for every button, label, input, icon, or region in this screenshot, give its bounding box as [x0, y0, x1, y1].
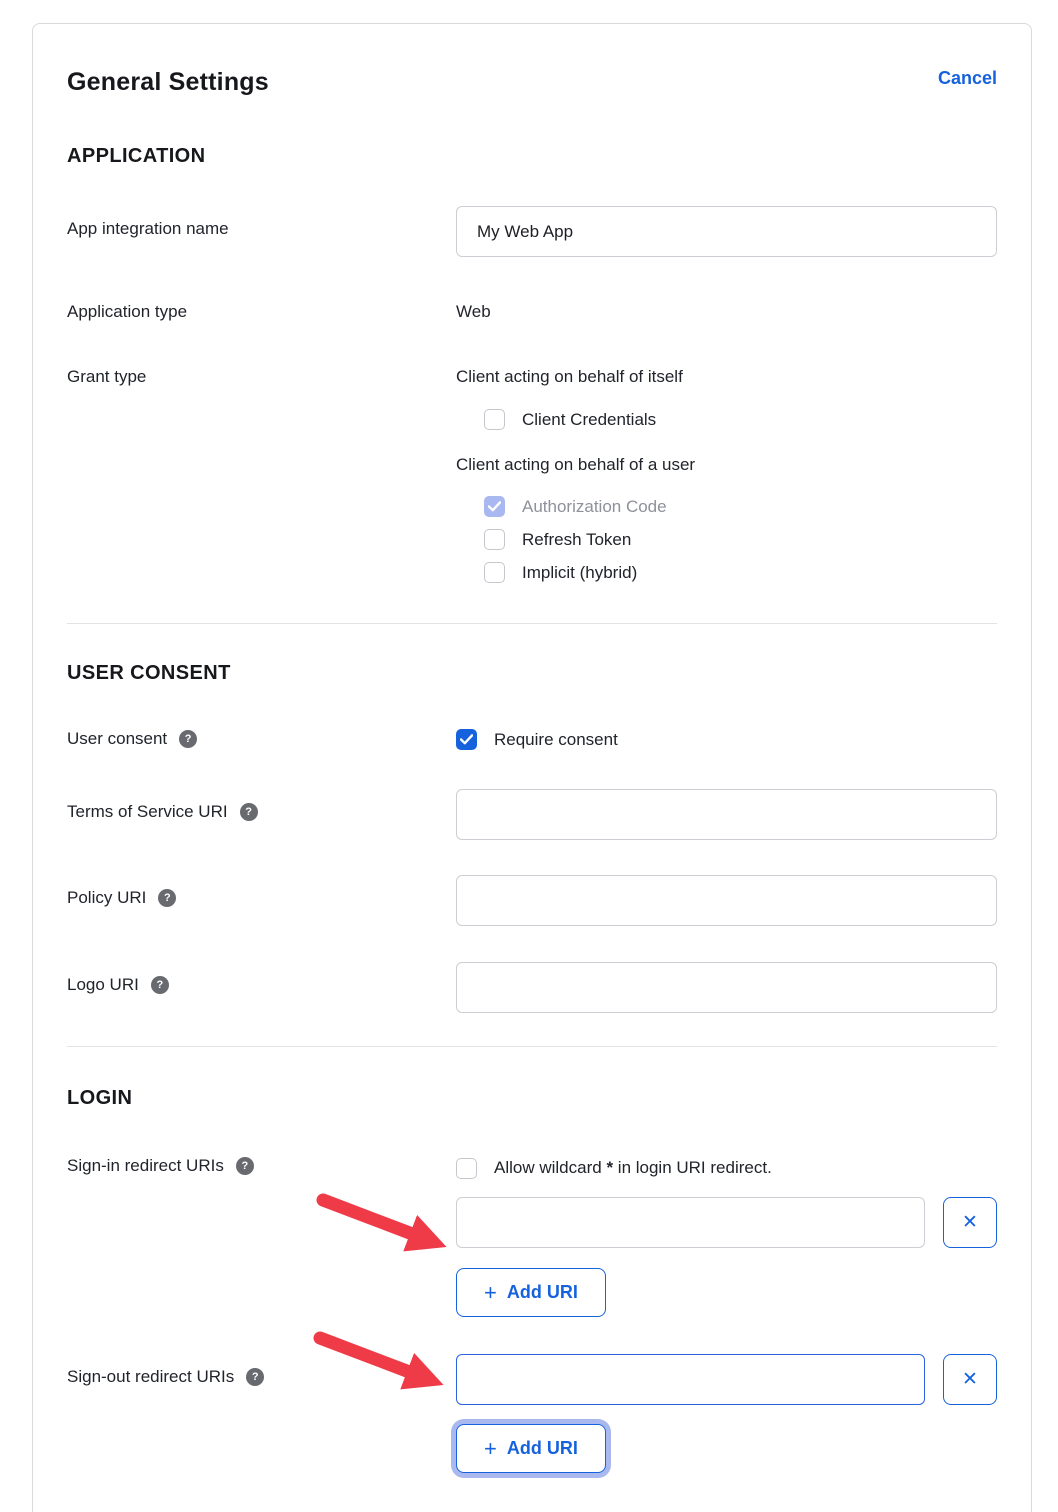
implicit-hybrid-label: Implicit (hybrid) [522, 562, 638, 582]
allow-wildcard-checkbox[interactable] [456, 1158, 477, 1179]
section-divider [67, 1046, 997, 1047]
app-name-row [67, 206, 997, 257]
logo-uri-input[interactable] [456, 962, 997, 1013]
tos-uri-label: Terms of Service URI [67, 802, 228, 821]
page-header [67, 68, 997, 97]
page-title: General Settings [67, 68, 269, 96]
checkbox-row-refresh-token [484, 529, 997, 550]
plus-icon: + [484, 1279, 497, 1305]
close-icon: ✕ [962, 1212, 978, 1233]
add-uri-label: Add URI [506, 1438, 578, 1458]
section-title-user-consent: USER CONSENT [67, 662, 231, 684]
add-uri-label: Add URI [506, 1282, 578, 1302]
sign-in-uri-row [456, 1197, 997, 1248]
add-sign-in-uri-button[interactable] [456, 1268, 606, 1317]
app-type-value: Web [456, 302, 491, 321]
remove-sign-out-uri-button[interactable] [943, 1354, 997, 1405]
app-type-label: Application type [67, 302, 188, 321]
refresh-token-checkbox[interactable] [484, 529, 505, 550]
user-consent-label: User consent [67, 729, 168, 748]
policy-uri-label-cell [67, 875, 456, 908]
grant-group-heading-user: Client acting on behalf of a user [456, 455, 696, 474]
help-icon[interactable]: ? [240, 803, 258, 821]
tos-uri-input[interactable] [456, 789, 997, 840]
tos-uri-label-cell [67, 789, 456, 822]
plus-icon: + [484, 1435, 497, 1461]
help-icon[interactable]: ? [151, 976, 169, 994]
require-consent-label: Require consent [494, 729, 618, 749]
sign-out-redirect-row [67, 1354, 997, 1473]
checkbox-row-client-credentials [484, 409, 997, 430]
help-icon[interactable]: ? [236, 1157, 254, 1175]
app-type-row [67, 302, 997, 322]
sign-out-uri-input[interactable] [456, 1354, 925, 1405]
section-divider [67, 623, 997, 624]
user-consent-label-cell [67, 729, 456, 749]
sign-in-redirect-label: Sign-in redirect URIs [67, 1156, 224, 1175]
grant-type-row [67, 367, 997, 583]
help-icon[interactable]: ? [179, 730, 197, 748]
app-name-label: App integration name [67, 219, 229, 238]
app-name-input[interactable] [456, 206, 997, 257]
help-icon[interactable]: ? [158, 889, 176, 907]
allow-wildcard-label: Allow wildcard * in login URI redirect. [494, 1158, 772, 1177]
check-icon [460, 734, 473, 745]
cancel-link[interactable]: Cancel [937, 68, 997, 88]
policy-uri-row [67, 875, 997, 926]
client-credentials-checkbox[interactable] [484, 409, 505, 430]
grant-type-options [456, 367, 997, 583]
wildcard-checkbox-row [456, 1156, 997, 1180]
remove-sign-in-uri-button[interactable] [943, 1197, 997, 1248]
authorization-code-checkbox[interactable] [484, 496, 505, 517]
policy-uri-input[interactable] [456, 875, 997, 926]
implicit-hybrid-checkbox[interactable] [484, 562, 505, 583]
checkbox-row-authorization-code [484, 496, 997, 517]
help-icon[interactable]: ? [246, 1368, 264, 1386]
close-icon: ✕ [962, 1369, 978, 1390]
user-consent-row [67, 729, 997, 750]
sign-out-label-cell [67, 1354, 456, 1387]
logo-uri-row [67, 962, 997, 1013]
check-icon [488, 501, 501, 512]
grant-group-heading-itself: Client acting on behalf of itself [456, 367, 683, 386]
authorization-code-label: Authorization Code [522, 496, 667, 516]
section-title-login: LOGIN [67, 1087, 133, 1109]
sign-out-uri-row [456, 1354, 997, 1405]
require-consent-checkbox[interactable] [456, 729, 477, 750]
policy-uri-label: Policy URI [67, 888, 147, 907]
general-settings-card [32, 23, 1032, 1512]
grant-type-label: Grant type [67, 367, 147, 386]
add-sign-out-uri-button[interactable] [456, 1424, 606, 1473]
refresh-token-label: Refresh Token [522, 529, 632, 549]
sign-out-redirect-label: Sign-out redirect URIs [67, 1367, 235, 1386]
logo-uri-label: Logo URI [67, 975, 139, 994]
logo-uri-label-cell [67, 962, 456, 995]
tos-uri-row [67, 789, 997, 840]
require-consent-checkbox-row [456, 729, 997, 750]
sign-in-redirect-row [67, 1156, 997, 1317]
sign-out-fields [456, 1354, 997, 1473]
sign-in-label-cell [67, 1156, 456, 1176]
checkbox-row-implicit-hybrid [484, 562, 997, 583]
sign-in-uri-input[interactable] [456, 1197, 925, 1248]
sign-in-fields [456, 1156, 997, 1317]
client-credentials-label: Client Credentials [522, 409, 657, 429]
section-title-application: APPLICATION [67, 145, 206, 167]
